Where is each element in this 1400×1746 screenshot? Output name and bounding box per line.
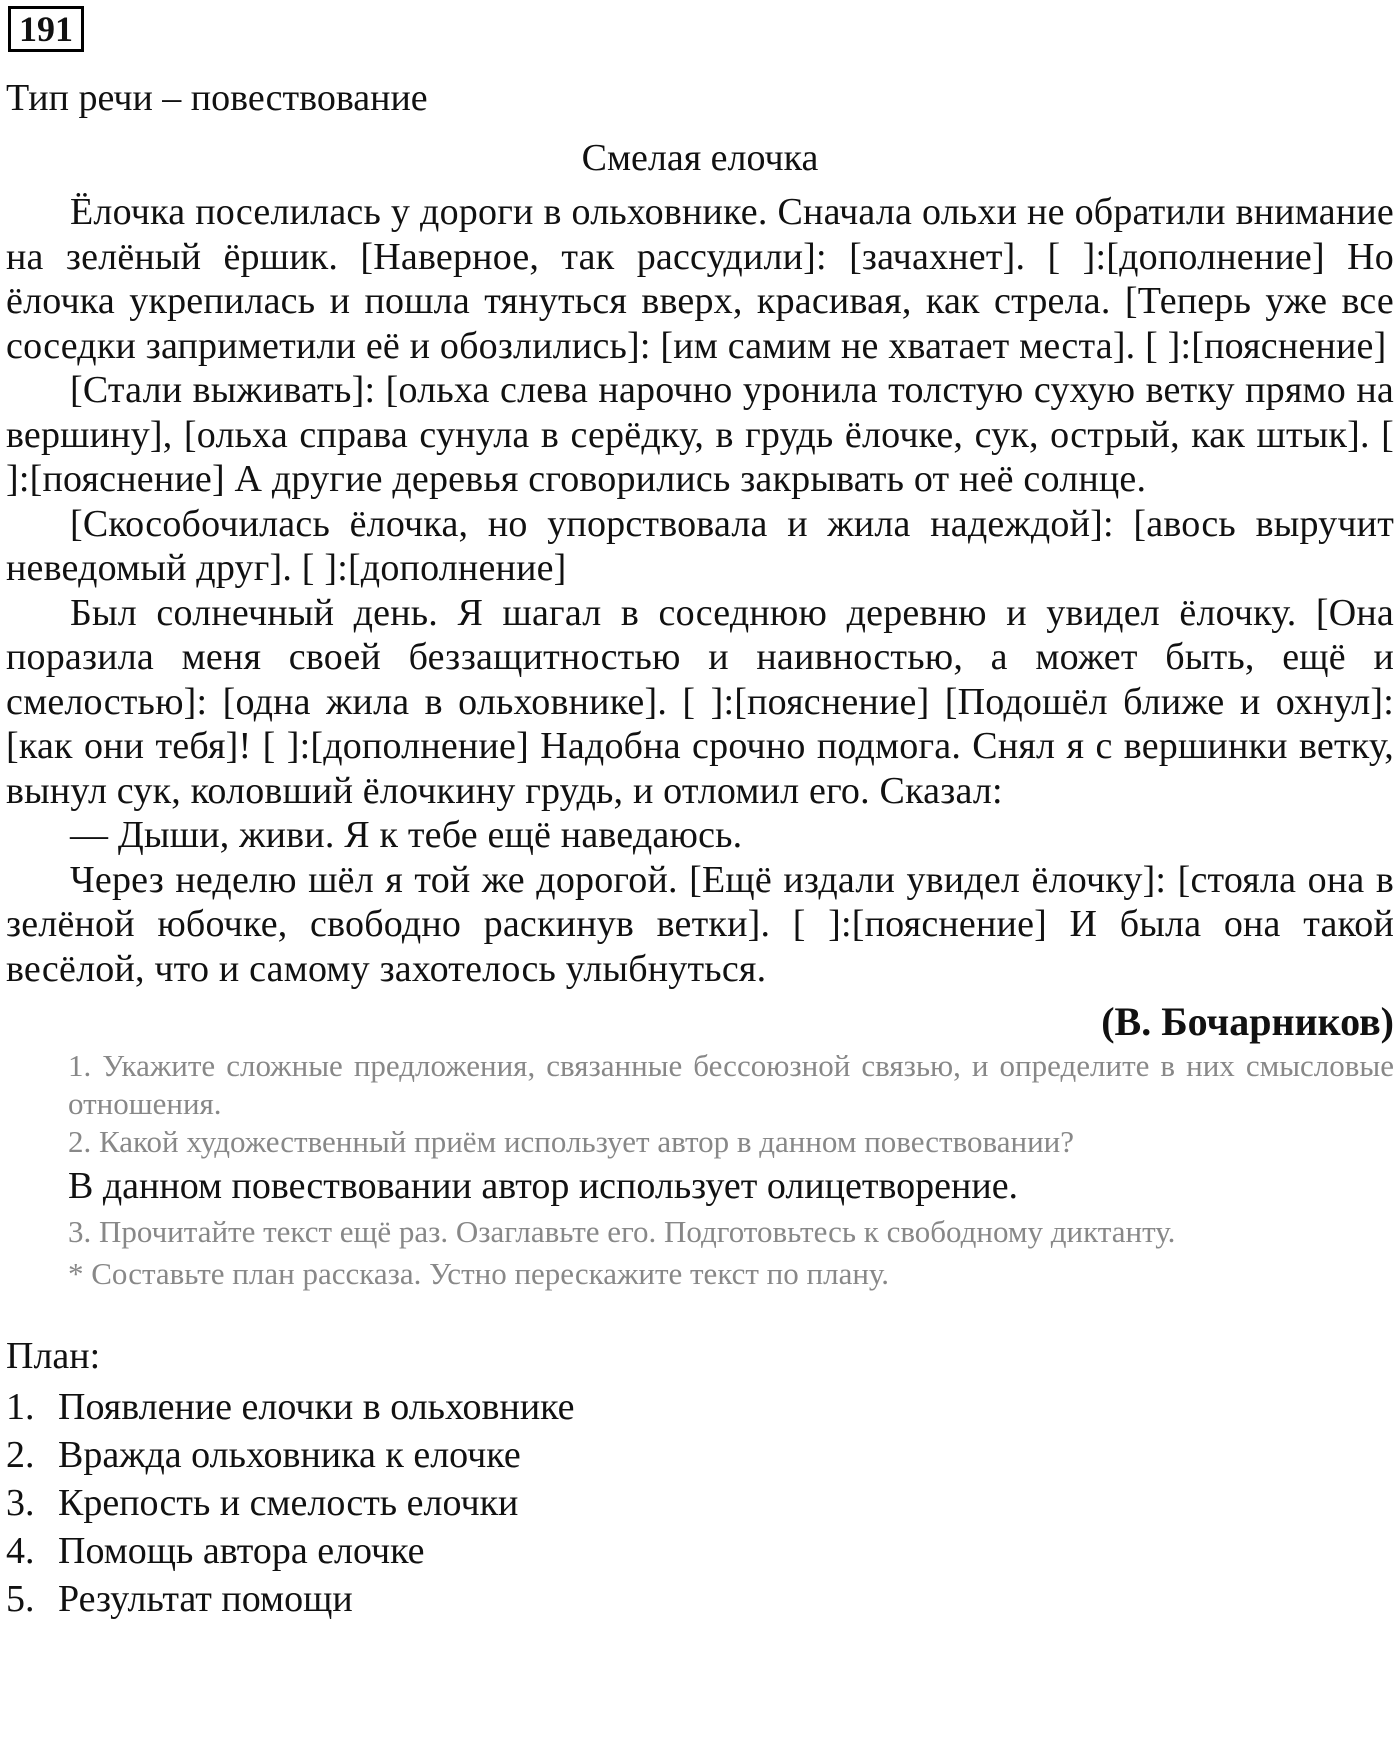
plan-item-text: Результат помощи (58, 1578, 353, 1620)
text-title: Смелая елочка (581, 137, 819, 179)
plan-item (6, 1431, 1394, 1479)
plan-item-number: 4. (6, 1530, 35, 1572)
question-1: 1. Укажите сложные предложения, связанные бессоюзной связью, и определите в них смысловые отношения. (68, 1048, 1394, 1121)
document-page (6, 6, 1394, 1623)
author-signature: (В. Бочарников) (1101, 999, 1394, 1044)
question-3: 3. Прочитайте текст ещё раз. Озаглавьте его. Подготовьтесь к свободному диктанту. (68, 1214, 1176, 1249)
plan-item-text: Вражда ольховника к елочке (58, 1434, 521, 1476)
question-4: * Составьте план рассказа. Устно перескажите текст по плану. (68, 1256, 890, 1291)
plan-item-text: Помощь автора елочке (58, 1530, 425, 1572)
paragraph: Через неделю шёл я той же дорогой. [Ещё издали увидел ёлочку]: [стояла она в зелёной юбочке, свободно раскинув ветки]. [ ]:[пояснение] И была она такой весёлой, что и самому захотелось улыбнуться. (6, 858, 1394, 990)
plan-item-number: 1. (6, 1386, 35, 1428)
paragraph: Был солнечный день. Я шагал в соседнюю деревню и увидел ёлочку. [Она поразила меня своей беззащитностью и наивностью, а может быть, ещё и смелостью]: [одна жила в ольховнике]. [ ]:[пояснение] [Подошёл ближе и охнул]: [как они тебя]! [ ]:[дополнение] Надобна срочно подмога. Снял я с вершинки ветку, вынул сук, коловший ёлочкину грудь, и отломил его. Сказал: (6, 591, 1394, 812)
plan-list (6, 1383, 1394, 1623)
paragraph: [Скособочилась ёлочка, но упорствовала и жила надеждой]: [авось выручит неведомый друг]. [ ]:[дополнение] (6, 502, 1394, 589)
plan-item-number: 5. (6, 1578, 35, 1620)
question-2: 2. Какой художественный приём использует автор в данном повествовании? (68, 1124, 1075, 1159)
plan-item-text: Появление елочки в ольховнике (58, 1386, 575, 1428)
exercise-number: 191 (8, 6, 84, 52)
plan-item-number: 3. (6, 1482, 35, 1524)
paragraph: — Дыши, живи. Я к тебе ещё наведаюсь. (70, 814, 743, 856)
plan-item (6, 1575, 1394, 1623)
plan-item-text: Крепость и смелость елочки (58, 1482, 519, 1524)
answer-2: В данном повествовании автор использует олицетворение. (68, 1165, 1019, 1207)
plan-title: План: (6, 1335, 101, 1377)
story-text (6, 190, 1394, 991)
paragraph: Ёлочка поселилась у дороги в ольховнике. Сначала ольхи не обратили внимание на зелёный ёршик. [Наверное, так рассудили]: [зачахнет]. [ ]:[дополнение] Но ёлочка укрепилась и пошла тянуться вверх, красивая, как стрела. [Теперь уже все соседки заприметили её и обозлились]: [им самим не хватает места]. [ ]:[пояснение] (6, 191, 1394, 367)
speech-type: Тип речи – повествование (6, 77, 428, 119)
plan-item (6, 1383, 1394, 1431)
plan-item (6, 1527, 1394, 1575)
plan-item-number: 2. (6, 1434, 35, 1476)
paragraph: [Стали выживать]: [ольха слева нарочно уронила толстую сухую ветку прямо на вершину], [ольха справа сунула в серёдку, в грудь ёлочке, сук, острый, как штык]. [ ]:[пояснение] А другие деревья сговорились закрывать от неё солнце. (6, 369, 1394, 500)
plan-item (6, 1479, 1394, 1527)
